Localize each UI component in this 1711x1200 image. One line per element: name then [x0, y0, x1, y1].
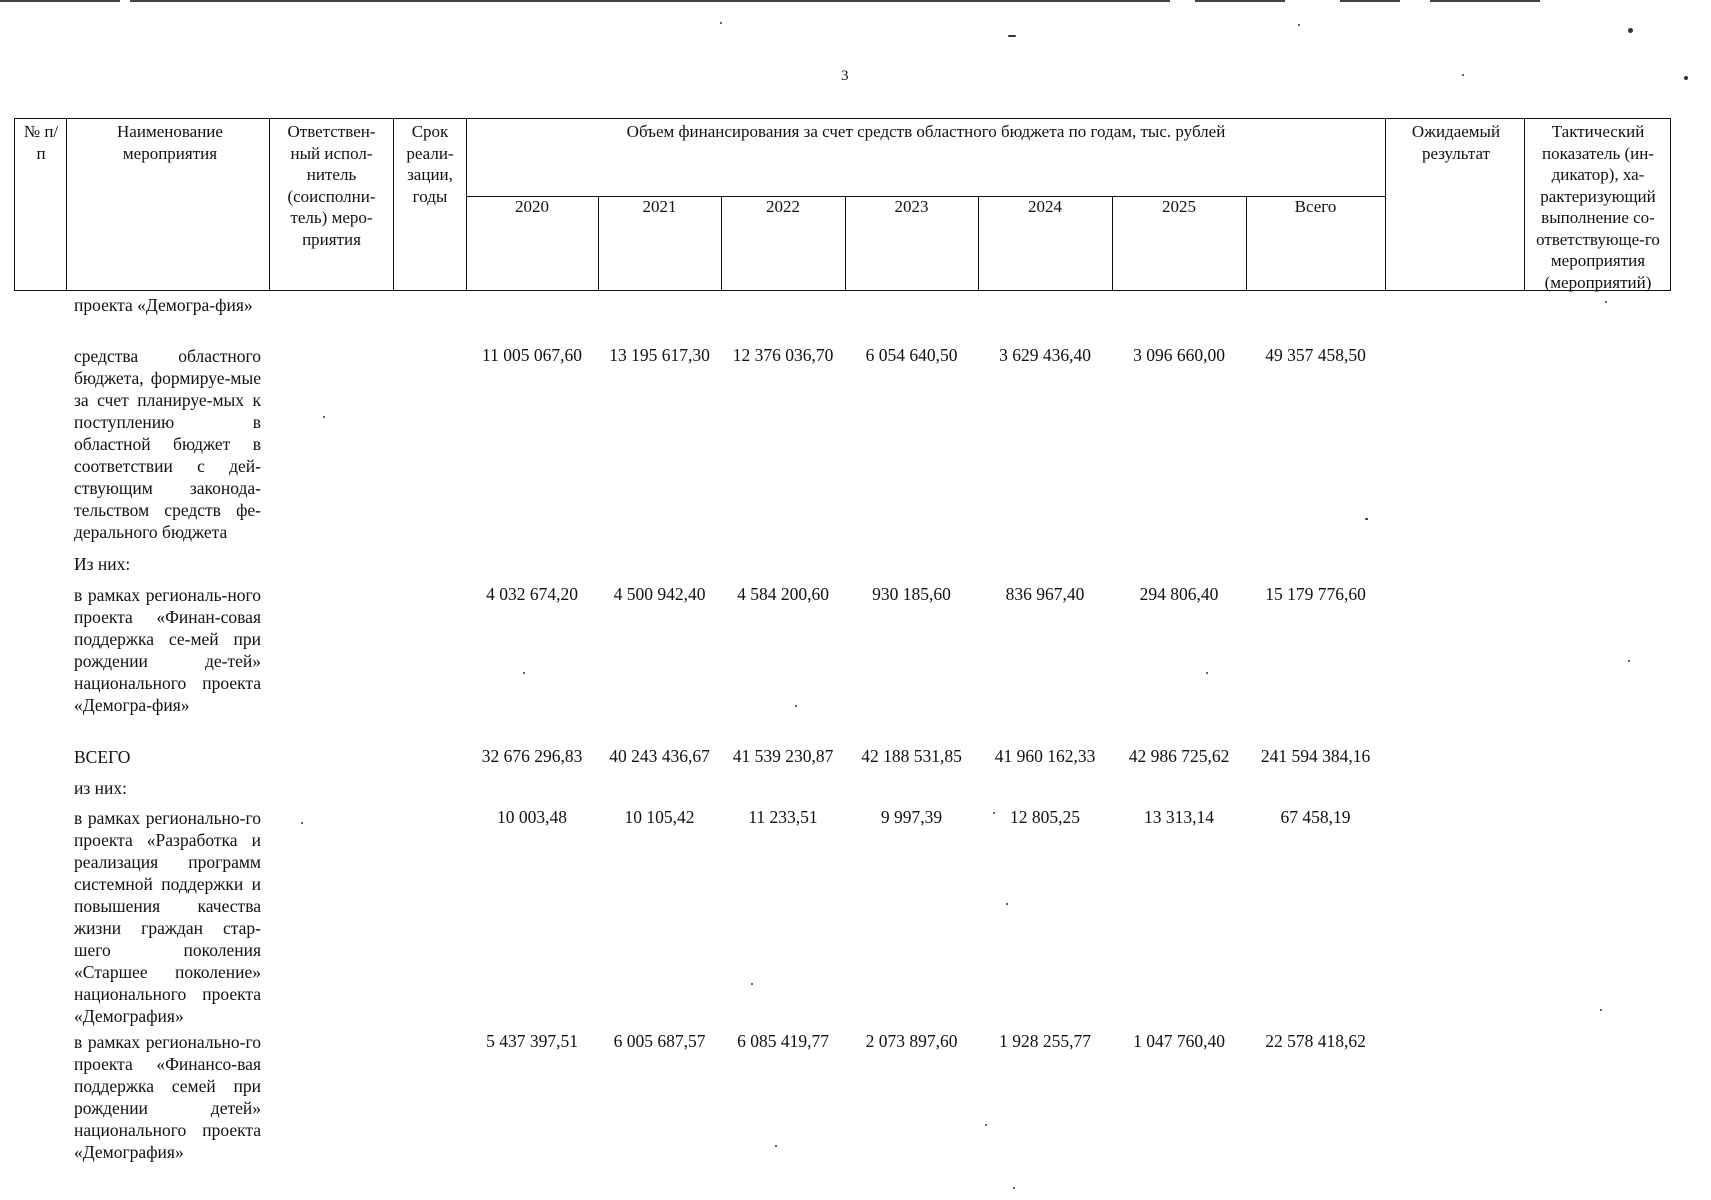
scan-speck — [795, 705, 797, 707]
value-2022: 12 376 036,70 — [732, 345, 834, 365]
value-2022: 11 233,51 — [748, 807, 818, 827]
value-2021: 4 500 942,40 — [613, 584, 706, 604]
scan-edge-mark — [1340, 0, 1400, 2]
scan-speck — [1605, 301, 1607, 303]
value-2022: 4 584 200,60 — [737, 584, 829, 604]
value-2020: 32 676 296,83 — [481, 746, 583, 766]
value-2024: 3 629 436,40 — [999, 345, 1091, 365]
header-indicator: Тактический показатель (ин-дикатор), ха-рактеризующий выполнение со-ответствующе-го мероприятия (мероприятий) — [1536, 122, 1660, 292]
value-2021: 6 005 687,57 — [613, 1031, 706, 1051]
value-2021: 40 243 436,67 — [609, 746, 710, 766]
scan-edge-mark — [130, 0, 1170, 2]
value-2020: 5 437 397,51 — [486, 1031, 578, 1051]
header-year-2022: 2022 — [766, 197, 800, 216]
row-description: ВСЕГО — [74, 747, 131, 767]
scan-speck — [1298, 24, 1300, 26]
scan-speck — [523, 672, 525, 674]
value-2023: 6 054 640,50 — [865, 345, 958, 365]
scan-edge-mark — [1195, 0, 1285, 2]
scan-speck — [751, 983, 753, 985]
scan-speck — [1628, 660, 1630, 662]
value-2020: 10 003,48 — [497, 807, 567, 827]
value-2025: 1 047 760,40 — [1133, 1031, 1225, 1051]
value-2025: 42 986 725,62 — [1128, 746, 1230, 766]
header-no: № п/п — [23, 122, 59, 163]
value-2024: 41 960 162,33 — [994, 746, 1096, 766]
value-2021: 13 195 617,30 — [609, 345, 710, 365]
scan-speck — [993, 812, 995, 814]
scan-edge-mark — [1430, 0, 1540, 2]
value-2022: 41 539 230,87 — [732, 746, 834, 766]
row-description: в рамках регионально-го проекта «Финансо-вая поддержка семей при рождении детей» национального проекта «Демография» — [74, 1032, 261, 1162]
header-total: Всего — [1294, 197, 1337, 216]
value-2020: 11 005 067,60 — [482, 345, 582, 365]
value-2024: 12 805,25 — [1010, 807, 1080, 827]
row-description: Из них: — [74, 554, 131, 574]
header-year-2021: 2021 — [642, 197, 677, 216]
header-executor: Ответствен-ный испол-нитель (соисполни-тель) меро-приятия — [287, 122, 376, 249]
row-description: в рамках региональ-ного проекта «Финан-совая поддержка се-мей при рождении де-тей» национального проекта «Демогра-фия» — [74, 585, 261, 715]
scan-speck — [775, 1145, 777, 1147]
value-2025: 3 096 660,00 — [1133, 345, 1225, 365]
header-year-2023: 2023 — [894, 197, 929, 216]
scan-speck — [1366, 518, 1368, 520]
scan-speck — [1008, 35, 1016, 37]
scan-speck — [985, 1124, 987, 1126]
value-2024: 1 928 255,77 — [999, 1031, 1091, 1051]
header-term: Срок реали-зации, годы — [406, 122, 454, 206]
value-2025: 294 806,40 — [1139, 584, 1219, 604]
value-2022: 6 085 419,77 — [737, 1031, 829, 1051]
row-description: проекта «Демогра-фия» — [74, 295, 253, 315]
value-2023: 930 185,60 — [872, 584, 951, 604]
scan-speck — [720, 22, 722, 24]
value-total: 67 458,19 — [1280, 807, 1351, 827]
scan-speck — [1006, 903, 1008, 905]
page-number: 3 — [841, 68, 849, 84]
value-2020: 4 032 674,20 — [486, 584, 578, 604]
scan-speck — [301, 822, 303, 824]
scan-speck — [323, 416, 325, 418]
scan-speck — [1600, 1009, 1602, 1011]
value-2023: 9 997,39 — [880, 807, 943, 827]
header-year-2025: 2025 — [1162, 197, 1196, 216]
scan-edge-mark — [0, 0, 120, 2]
row-description: в рамках регионально-го проекта «Разработка и реализация программ системной поддержки и повышения качества жизни граждан стар-шего поколения «Старшее поколение» национального проекта «Демография» — [74, 808, 261, 1026]
value-2023: 2 073 897,60 — [865, 1031, 958, 1051]
value-2023: 42 188 531,85 — [861, 746, 962, 766]
row-description: из них: — [74, 778, 127, 798]
value-total: 241 594 384,16 — [1260, 746, 1371, 766]
header-year-2024: 2024 — [1028, 197, 1062, 216]
value-2024: 836 967,40 — [1005, 584, 1085, 604]
header-result: Ожидаемый результат — [1411, 122, 1501, 163]
value-total: 49 357 458,50 — [1265, 345, 1366, 365]
scan-speck — [1628, 28, 1633, 33]
scan-speck — [1206, 672, 1208, 674]
row-description: средства областного бюджета, формируе-мые за счет планируе-мых к поступлению в областной бюджет в соответствии с дей-ствующим законода-тельством средств фе-дерального бюджета — [74, 346, 261, 542]
value-2021: 10 105,42 — [624, 807, 695, 827]
value-2025: 13 313,14 — [1144, 807, 1214, 827]
value-total: 22 578 418,62 — [1265, 1031, 1366, 1051]
value-total: 15 179 776,60 — [1265, 584, 1366, 604]
header-name: Наименование мероприятия — [117, 122, 223, 163]
scan-speck — [1462, 74, 1464, 76]
scan-speck — [1684, 76, 1688, 80]
scan-speck — [1013, 1187, 1015, 1189]
header-year-2020: 2020 — [515, 197, 549, 216]
header-funding: Объем финансирования за счет средств областного бюджета по годам, тыс. рублей — [626, 122, 1226, 141]
